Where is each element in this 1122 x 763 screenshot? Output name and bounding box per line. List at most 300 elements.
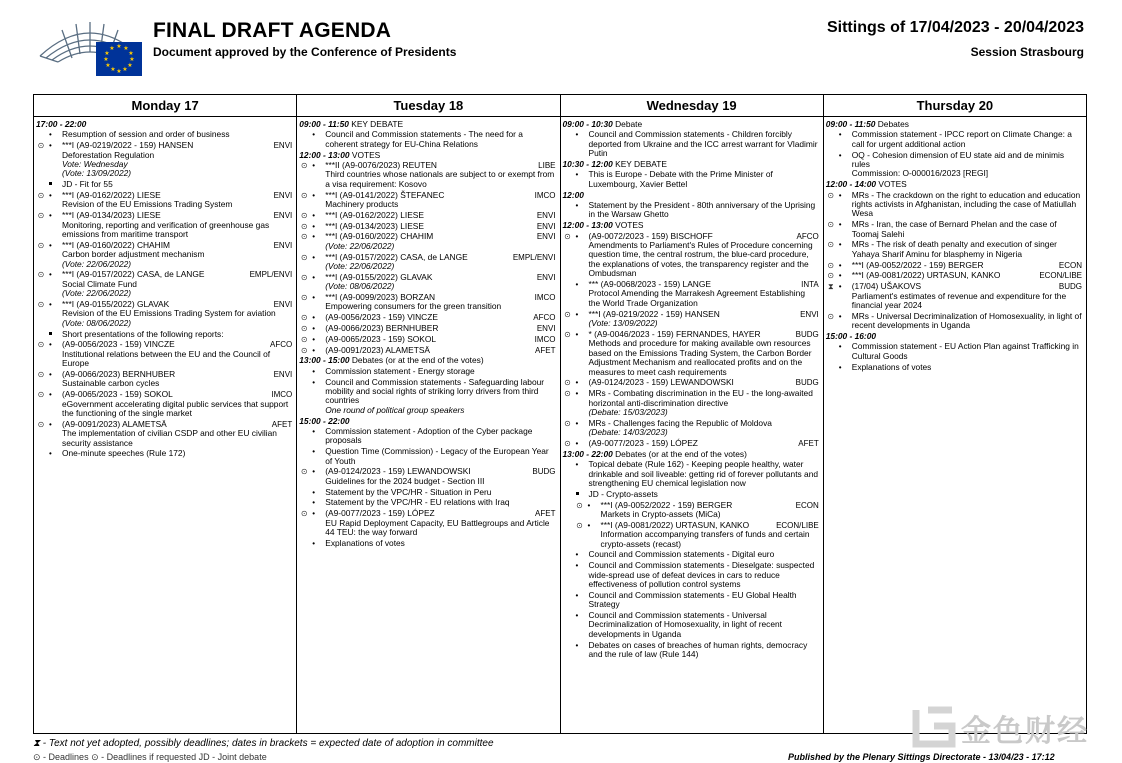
item-title: Topical debate (Rule 162) - Keeping people healthy, water drinkable and soil liveable: getting rid of forever pollutants and strengthening EU chemical legislation now (588, 459, 819, 488)
bullet-icon: • (49, 191, 52, 201)
item-title: Statement by the President - 80th anniversary of the Uprising in the Warsaw Ghetto (588, 200, 816, 220)
item-title: ***I (A9-0052/2022 - 159) BERGER (851, 259, 984, 270)
deadline-icon: ⊙ (827, 311, 835, 321)
day-header: Wednesday 19 (561, 95, 823, 117)
committee-code: BUDG (795, 329, 819, 339)
committee-code: EMPL/ENVI (512, 252, 556, 262)
agenda-item (36, 370, 294, 389)
agenda-item (826, 151, 1084, 179)
item-detail: Amendments to Parliament's Rules of Procedure concerning question time, the central rostrum, the blue-card procedure, the explanations of votes, the transparency register and the Ombudsman (588, 240, 813, 279)
time-slot-time: 13:00 - 15:00 (299, 355, 350, 366)
item-detail: Commission: O-000016/2023 [REGI] (851, 168, 989, 179)
page-header (0, 0, 1122, 92)
item-title: ***I (A9-0155/2022) GLAVAK (325, 271, 433, 282)
item-title: ***I (A9-0141/2022) ŠTEFANEC (325, 189, 445, 200)
item-title: Council and Commission statements - Safeguarding labour mobility and social rights of striking lorry drivers from third countries (325, 376, 545, 406)
committee-code: ECON (1058, 260, 1082, 270)
agenda-item (826, 130, 1084, 149)
deadline-icon: ⊙ (300, 252, 308, 262)
time-slot-time: 09:00 - 11:50 (299, 119, 349, 129)
item-note: (Vote: 22/06/2022) (62, 258, 132, 269)
day-column-monday (34, 95, 297, 733)
item-title: ***I (A9-0134/2023) LIESE (62, 210, 161, 221)
item-detail: Carbon border adjustment mechanism (62, 249, 205, 260)
item-title: This is Europe - Debate with the Prime Minister of Luxembourg, Xavier Bettel (588, 169, 773, 189)
agenda-item (575, 501, 821, 520)
deadline-icon: ⊙ (564, 378, 571, 388)
time-slot-label: KEY DEBATE (612, 159, 667, 170)
item-title: (A9-0124/2023 - 159) LEWANDOWSKI (325, 466, 471, 477)
agenda-item (563, 170, 821, 189)
agenda-item (299, 427, 557, 446)
time-slot (563, 191, 821, 200)
deadline-icon: ⊙ (827, 220, 835, 230)
item-title: Council and Commission statements - Dieselgate: suspected wide-spread use of defeat devices in cars to reduce effectiveness of pollution control systems (588, 560, 815, 589)
day-header: Monday 17 (34, 95, 296, 117)
bullet-icon: • (838, 260, 842, 270)
item-title: ***I (A9-0162/2022) LIESE (325, 209, 424, 220)
published-note: Published by the Plenary Sittings Directorate - 13/04/23 - 17:12 (788, 752, 1055, 762)
square-bullet-icon (49, 182, 52, 185)
bullet-icon: • (575, 130, 579, 140)
agenda-item (826, 282, 1084, 310)
item-title: ***I (A9-0160/2022) CHAHIM (325, 231, 434, 242)
item-note: Vote: Wednesday (62, 159, 128, 170)
bullet-icon: • (838, 311, 842, 321)
agenda-item (826, 363, 1084, 372)
item-title: (A9-0056/2023 - 159) VINCZE (325, 312, 438, 323)
square-bullet-icon (576, 492, 579, 495)
item-title: ***I (A9-0134/2023) LIESE (325, 220, 424, 231)
bullet-icon: • (49, 130, 52, 140)
svg-text:★: ★ (122, 66, 128, 73)
deadline-icon: ⊙ (37, 419, 45, 429)
item-title: Resumption of session and order of business (62, 129, 230, 140)
time-slot-time: 10:30 - 12:00 (562, 159, 613, 170)
sittings-dates: Sittings of 17/04/2023 - 20/04/2023 (826, 19, 1084, 36)
footnote-hourglass: ⧗ - Text not yet adopted, possibly deadlines; dates in brackets = expected date of adoption in committee (33, 738, 494, 749)
time-slot (299, 151, 557, 160)
committee-code: INTA (801, 280, 819, 290)
committee-code: LIBE (538, 161, 556, 171)
item-title: MRs - Iran, the case of Bernard Phelan and the case of Toomaj Salehi (851, 219, 1057, 239)
item-title: (A9-0077/2023 - 159) LÓPEZ (588, 437, 698, 448)
agenda-item (299, 293, 557, 312)
item-title: Statement by the VPC/HR - EU relations with Iraq (325, 497, 510, 508)
deadline-icon: ⊙ (300, 232, 308, 242)
time-slot-label: Debate (612, 119, 643, 129)
time-slot (563, 450, 821, 459)
nested-group (563, 521, 821, 549)
deadline-icon: ⊙ (564, 329, 571, 339)
item-title: MRs - The crackdown on the right to education and education rights activists in Afghanistan, including the case of Matiullah Wesa (851, 189, 1081, 219)
bullet-icon: • (575, 378, 579, 388)
item-title: Commission statement - Energy storage (325, 365, 475, 376)
item-detail: Machinery products (325, 199, 399, 210)
item-note: (Vote: 22/06/2022) (325, 240, 395, 251)
deadline-icon: ⊙ (37, 191, 45, 201)
day-column-tuesday (297, 95, 560, 733)
item-title: MRs - Challenges facing the Republic of Moldova (588, 417, 772, 428)
item-title: JD - Crypto-assets (588, 488, 658, 499)
day-column-thursday (824, 95, 1086, 733)
svg-text:★: ★ (116, 68, 122, 75)
agenda-item (563, 561, 821, 589)
committee-code: ENVI (536, 272, 556, 282)
committee-code: ENVI (536, 324, 556, 334)
deadline-icon: ⊙ (576, 500, 583, 510)
bullet-icon: • (312, 509, 316, 519)
item-title: (A9-0072/2023 - 159) BISCHOFF (588, 230, 713, 241)
agenda-item (563, 389, 821, 417)
agenda-item (563, 378, 821, 387)
bullet-icon: • (838, 150, 842, 160)
agenda-item (563, 130, 821, 158)
deadline-icon: ⊙ (827, 260, 835, 270)
item-title: Statement by the VPC/HR - Situation in Peru (325, 486, 492, 497)
bullet-icon: • (575, 170, 579, 180)
bullet-icon: • (49, 419, 52, 429)
bullet-icon: • (49, 390, 52, 400)
agenda-item (563, 460, 821, 488)
committee-code: AFET (535, 509, 556, 519)
bullet-icon: • (838, 282, 842, 292)
committee-code: AFCO (270, 340, 293, 350)
bullet-icon: • (312, 252, 316, 262)
item-title: (A9-0066/2023) BERNHUBER (325, 323, 439, 334)
deadline-icon: ⊙ (300, 467, 308, 477)
item-title: Short presentations of the following reports: (62, 328, 224, 339)
item-title: Explanations of votes (325, 537, 405, 548)
item-note: (Vote: 08/06/2022) (62, 317, 132, 328)
deadline-icon: ⊙ (37, 270, 45, 280)
item-note: (Vote: 22/06/2022) (62, 288, 132, 299)
bullet-icon: • (49, 240, 52, 250)
item-title: Council and Commission statements - Digital euro (588, 549, 775, 560)
watermark-text: 金色财经 (961, 715, 1089, 748)
agenda-item (826, 191, 1084, 219)
bullet-icon: • (312, 210, 316, 220)
committee-code: ECON (795, 500, 819, 510)
bullet-icon: • (575, 590, 579, 600)
bullet-icon: • (312, 272, 316, 282)
time-slot-time: 15:00 - 22:00 (299, 415, 350, 426)
item-title: ***I (A9-0160/2022) CHAHIM (62, 239, 170, 250)
bullet-icon: • (312, 221, 316, 231)
deadline-icon: ⊙ (564, 231, 571, 241)
committee-code: AFCO (796, 231, 819, 241)
time-slot (826, 180, 1084, 189)
item-title: ***I (A9-0219/2022 - 159) HANSEN (62, 140, 194, 151)
agenda-item (563, 232, 821, 279)
item-detail: Monitoring, reporting and verification of greenhouse gas emissions from maritime transport (62, 219, 270, 240)
svg-text:★: ★ (109, 45, 115, 52)
deadline-icon: ⊙ (564, 438, 571, 448)
agenda-item (299, 232, 557, 251)
bullet-icon: • (312, 467, 316, 477)
item-detail: Methods and procedure for making available own resources based on the Emissions Trading System, the Carbon Border Adjustment Mechanism and reallocated profits and on the measures to meet cash requirements (588, 338, 812, 377)
bullet-icon: • (49, 340, 52, 350)
agenda-item (563, 611, 821, 639)
european-parliament-logo (36, 16, 144, 78)
committee-code: BUDG (532, 467, 556, 477)
bullet-icon: • (49, 141, 52, 151)
item-detail: Protocol Amending the Marrakesh Agreement Establishing the World Trade Organization (588, 288, 805, 308)
bullet-icon: • (575, 438, 579, 448)
time-slot-label: VOTES (876, 179, 907, 190)
agenda-item (299, 498, 557, 507)
bullet-icon: • (575, 640, 579, 650)
committee-code: ENVI (536, 210, 556, 220)
committee-code: ENVI (273, 211, 293, 221)
committee-code: BUDG (795, 378, 819, 388)
deadline-icon: ⊙ (300, 221, 308, 231)
item-title: Debates on cases of breaches of human rights, democracy and the rule of law (Rule 144) (588, 639, 808, 659)
agenda-item (826, 312, 1084, 331)
bullet-icon: • (312, 130, 316, 140)
agenda-item (299, 335, 557, 344)
item-detail: Third countries whose nationals are subject to or exempt from a visa requirement: Kosovo (325, 169, 555, 189)
item-note: (Vote: 13/09/2022) (62, 168, 132, 179)
item-title: (A9-0056/2023 - 159) VINCZE (62, 339, 175, 350)
committee-code: IMCO (534, 334, 556, 344)
item-title: (A9-0066/2023) BERNHUBER (62, 369, 176, 380)
bullet-icon: • (312, 345, 316, 355)
svg-text:★: ★ (110, 66, 116, 73)
item-detail: Information accompanying transfers of funds and certain crypto-assets (recast) (600, 529, 810, 549)
item-title: Commission statement - Adoption of the Cyber package proposals (325, 426, 533, 446)
agenda-item (299, 467, 557, 486)
deadline-icon: ⊙ (300, 334, 308, 344)
bullet-icon: • (312, 324, 316, 334)
item-note: (Vote: 13/09/2022) (588, 318, 658, 329)
day-header: Thursday 20 (824, 95, 1086, 117)
bullet-icon: • (49, 300, 52, 310)
bullet-icon: • (312, 538, 316, 548)
time-slot-label: KEY DEBATE (348, 119, 404, 129)
agenda-item (299, 539, 557, 548)
committee-code: AFET (271, 419, 293, 429)
item-detail: Revision of the EU Emissions Trading System for aviation (62, 308, 276, 319)
item-title: Commission statement - EU Action Plan against Trafficking in Cultural Goods (851, 341, 1079, 361)
time-slot-time: 09:00 - 10:30 (562, 119, 613, 129)
time-slot-label: Debates (or at the end of the votes) (612, 448, 747, 459)
bullet-icon: • (312, 313, 316, 323)
agenda-item (36, 241, 294, 269)
item-detail: Revision of the EU Emissions Trading System (62, 199, 233, 210)
time-slot (563, 160, 821, 169)
bullet-icon: • (838, 190, 842, 200)
deadline-icon: ⊙ (37, 340, 45, 350)
deadline-icon: ⊙ (300, 161, 308, 171)
time-slot-label: VOTES (612, 220, 644, 231)
item-title: Council and Commission statements - Children forcibly deported from Ukraine and the ICC arrest warrant for Vladimir Putin (588, 129, 818, 159)
time-slot-time: 12:00 (562, 189, 584, 200)
agenda-item (563, 201, 821, 220)
nested-group (563, 501, 821, 520)
deadline-icon: ⊙ (300, 293, 308, 303)
day-body (297, 117, 559, 548)
bullet-icon: • (575, 460, 579, 470)
agenda-item (563, 490, 821, 499)
bullet-icon: • (575, 561, 579, 571)
agenda-item (36, 330, 294, 339)
item-title: Council and Commission statements - The need for a coherent strategy for EU-China Relations (325, 129, 523, 149)
item-detail: The implementation of civilian CSDP and other EU civilian security assistance (62, 428, 277, 448)
svg-text:★: ★ (123, 45, 129, 52)
committee-code: IMCO (534, 293, 556, 303)
item-title: (A9-0065/2023 - 159) SOKOL (62, 389, 173, 400)
agenda-item (563, 310, 821, 329)
item-title: One-minute speeches (Rule 172) (62, 448, 186, 459)
agenda-item (36, 340, 294, 368)
item-title: ***II (A9-0076/2023) REUTEN (325, 160, 437, 171)
day-body (824, 117, 1086, 372)
committee-code: AFET (798, 438, 819, 448)
agenda-item (299, 346, 557, 355)
bullet-icon: • (575, 231, 579, 241)
bullet-icon: • (575, 550, 579, 560)
agenda-item (36, 180, 294, 189)
svg-text:★: ★ (103, 56, 109, 63)
committee-code: ENVI (273, 300, 293, 310)
committee-code: ENVI (273, 370, 293, 380)
deadline-icon: ⊙ (300, 324, 308, 334)
deadline-icon: ⊙ (564, 309, 571, 319)
item-detail: Institutional relations between the EU and the Council of Europe (62, 348, 271, 369)
bullet-icon: • (312, 161, 316, 171)
bullet-icon: • (575, 610, 579, 620)
bullet-icon: • (312, 366, 316, 376)
item-title: ***I (A9-0162/2022) LIESE (62, 190, 161, 201)
agenda-item (563, 550, 821, 559)
time-slot-time: 15:00 - 16:00 (825, 331, 877, 342)
item-note: (Vote: 22/06/2022) (325, 261, 395, 272)
agenda-title: FINAL DRAFT AGENDA (153, 19, 392, 42)
agenda-item (36, 141, 294, 179)
item-title: Council and Commission statements - EU Global Health Strategy (588, 589, 797, 610)
deadline-icon: ⊙ (37, 141, 45, 151)
deadline-icon: ⊙ (827, 271, 835, 281)
bullet-icon: • (838, 342, 842, 352)
svg-text:★: ★ (105, 62, 111, 69)
item-detail: Guidelines for the 2024 budget - Section III (325, 475, 485, 486)
agenda-item (299, 211, 557, 220)
item-detail: Parliament's estimates of revenue and expenditure for the financial year 2024 (851, 290, 1067, 311)
bullet-icon: • (49, 270, 52, 280)
agenda-item (299, 253, 557, 272)
agenda-item (36, 449, 294, 458)
time-slot (299, 120, 557, 129)
agenda-item (299, 222, 557, 231)
agenda-item (826, 271, 1084, 280)
bullet-icon: • (312, 427, 316, 437)
item-title: (A9-0091/2023) ALAMETSÄ (62, 418, 167, 429)
item-title: ***I (A9-0157/2022) CASA, de LANGE (325, 251, 468, 262)
agenda-item (563, 330, 821, 377)
time-slot (563, 120, 821, 129)
bullet-icon: • (838, 130, 842, 140)
agenda-item (563, 641, 821, 660)
item-detail: eGovernment accelerating digital public services that support the functioning of the single market (62, 398, 289, 419)
svg-text:★: ★ (128, 50, 134, 57)
agenda-item (826, 342, 1084, 361)
deadline-icon: ⊙ (564, 418, 571, 428)
svg-text:★: ★ (127, 62, 133, 69)
bullet-icon: • (312, 190, 316, 200)
bullet-icon: • (312, 334, 316, 344)
item-detail: Social Climate Fund (62, 278, 137, 289)
hourglass-icon: ⧗ (827, 282, 834, 292)
svg-text:★: ★ (104, 50, 110, 57)
time-slot (826, 120, 1084, 129)
item-title: *** (A9-0068/2023 - 159) LANGE (588, 279, 711, 290)
item-detail: Sustainable carbon cycles (62, 378, 160, 389)
bullet-icon: • (575, 201, 579, 211)
deadline-icon: ⊙ (37, 240, 45, 250)
bullet-icon: • (49, 449, 52, 459)
deadline-icon: ⊙ (300, 210, 308, 220)
committee-code: BUDG (1058, 282, 1082, 292)
time-slot-time: 12:00 - 13:00 (299, 149, 350, 160)
item-title: (17/04) UŠAKOVS (851, 281, 922, 292)
session-location: Session Strasbourg (970, 45, 1084, 59)
item-detail: Deforestation Regulation (62, 149, 155, 160)
item-title: ***I (A9-0099/2023) BORZAN (325, 292, 436, 303)
item-title: MRs - Combating discrimination in the EU - the long-awaited horizontal anti-discrimination directive (588, 388, 813, 408)
deadline-icon: ⊙ (564, 389, 571, 399)
item-title: Council and Commission statements - Universal Decriminalization of Homosexuality, in light of recent developments in Uganda (588, 609, 782, 639)
deadline-icon: ⊙ (827, 190, 835, 200)
item-title: MRs - Universal Decriminalization of Homosexuality, in light of recent developments in Uganda (851, 310, 1082, 331)
time-slot-time: 09:00 - 11:50 (825, 119, 876, 129)
item-note: (Vote: 08/06/2022) (325, 281, 395, 292)
agenda-item (563, 439, 821, 448)
committee-code: ECON/LIBE (776, 520, 819, 530)
deadline-icon: ⊙ (576, 520, 583, 530)
item-detail: Markets in Crypto-assets (MiCa) (600, 508, 721, 519)
bullet-icon: • (575, 329, 579, 339)
agenda-item (299, 367, 557, 376)
agenda-item (299, 161, 557, 189)
time-slot-time: 12:00 - 13:00 (562, 220, 613, 231)
item-title: (A9-0077/2023 - 159) LÓPEZ (325, 508, 435, 519)
square-bullet-icon (49, 332, 52, 335)
item-note: (Debate: 15/03/2023) (588, 406, 668, 417)
deadline-icon: ⊙ (300, 345, 308, 355)
item-title: * (A9-0046/2023 - 159) FERNANDES, HAYER (588, 328, 761, 339)
agenda-item (299, 378, 557, 416)
agenda-item (299, 509, 557, 537)
item-title: (A9-0124/2023 - 159) LEWANDOWSKI (588, 377, 734, 388)
item-title: ***I (A9-0081/2022) URTASUN, KANKO (600, 519, 750, 530)
deadline-icon: ⊙ (37, 370, 45, 380)
item-title: Commission statement - IPCC report on Climate Change: a call for urgent additional action (851, 129, 1072, 149)
time-slot-label: Debates (or at the end of the votes) (349, 355, 484, 366)
item-title: ***I (A9-0155/2022) GLAVAK (62, 299, 170, 310)
item-title: (A9-0065/2023 - 159) SOKOL (325, 333, 437, 344)
deadline-icon: ⊙ (300, 190, 308, 200)
item-note: (Debate: 14/03/2023) (588, 427, 668, 438)
deadline-icon: ⊙ (37, 211, 45, 221)
bullet-icon: • (575, 389, 579, 399)
item-title: ***I (A9-0052/2022 - 159) BERGER (600, 499, 733, 510)
bullet-icon: • (49, 370, 52, 380)
time-slot (299, 417, 557, 426)
bullet-icon: • (312, 377, 316, 387)
agenda-item (826, 261, 1084, 270)
time-slot (826, 332, 1084, 341)
